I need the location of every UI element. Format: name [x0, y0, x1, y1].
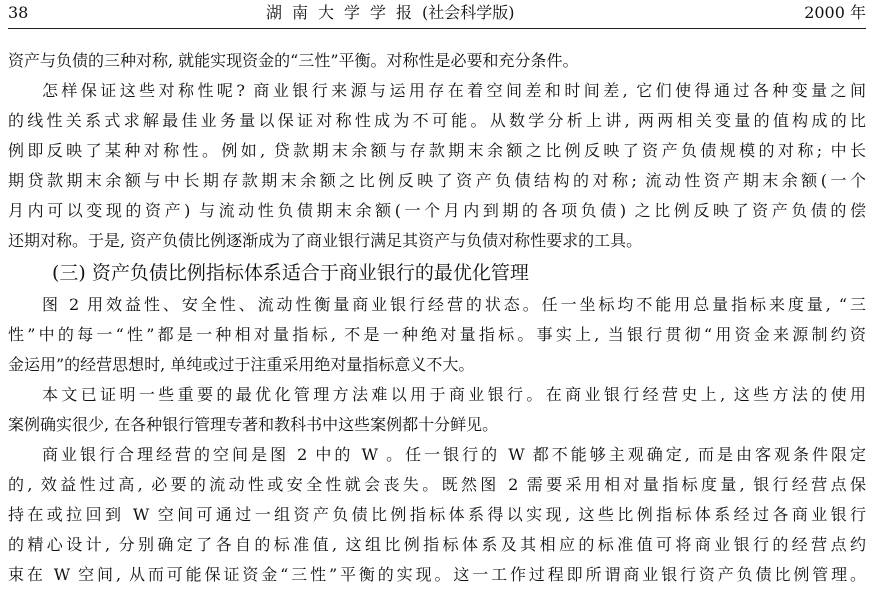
journal-title: [266, 2, 515, 24]
text-line: 商业银行合理经营的空间是图 2 中的 W 。任一银行的 W 都不能够主观确定, 而是由客观条件限定: [42, 445, 866, 464]
text-line: 期贷款期末余额与中长期存款期末余额之比例反映了资产负债结构的对称; 流动性资产期末余额(一个: [8, 171, 866, 190]
journal-subtitle: (社会科学版): [422, 3, 515, 22]
page-number: 38: [8, 3, 29, 22]
text-line: 资产与负债的三种对称, 就能实现资金的“三性”平衡。对称性是必要和充分条件。: [8, 51, 579, 70]
journal-name: 湖南大学学报: [266, 3, 423, 22]
publication-year: 2000 年: [804, 3, 866, 22]
text-line: 性”中的每一“性”都是一种相对量指标, 不是一种绝对量指标。事实上, 当银行贯彻“用资金来源制约资: [8, 325, 866, 344]
running-header: [8, 2, 866, 24]
text-line: 图 2 用效益性、安全性、流动性衡量商业银行经营的状态。任一坐标均不能用总量指标来度量, “三: [42, 295, 866, 314]
text-line: 月内可以变现的资产) 与流动性负债期末余额(一个月内到期的各项负债) 之比例反映了资产负债的偿: [8, 201, 866, 220]
text-line: 的精心设计, 分别确定了各自的标准值, 这组比例指标体系及其相应的标准值可将商业银行的经营点约: [8, 535, 866, 554]
article-body: [8, 46, 866, 590]
text-line: 的, 效益性过高, 必要的流动性或安全性就会丧失。既然图 2 需要采用相对量指标度量, 银行经营点保: [8, 475, 866, 494]
text-line: 金运用”的经营思想时, 单纯或过于注重采用绝对量指标意义不大。: [8, 355, 475, 374]
text-line: 案例确实很少, 在各种银行管理专著和教科书中这些案例都十分鲜见。: [8, 415, 499, 434]
text-line: 还期对称。于是, 资产负债比例逐渐成为了商业银行满足其资产与负债对称性要求的工具。: [8, 231, 643, 250]
section-heading: (三) 资产负债比例指标体系适合于商业银行的最优化管理: [52, 262, 529, 284]
text-line: 的线性关系式求解最佳业务量以保证对称性成为不可能。从数学分析上讲, 两两相关变量的值构成的比: [8, 111, 866, 130]
text-line: 束在 W 空间, 从而可能保证资金“三性”平衡的实现。这一工作过程即所谓商业银行资产负债比例管理。: [8, 565, 866, 584]
text-line: 怎样保证这些对称性呢? 商业银行来源与运用存在着空间差和时间差, 它们使得通过各种变量之间: [42, 81, 866, 100]
text-line: 本文已证明一些重要的最优化管理方法难以用于商业银行。在商业银行经营史上, 这些方法的使用: [42, 385, 866, 404]
text-line: 持在或拉回到 W 空间可通过一组资产负债比例指标体系得以实现, 这些比例指标体系经过各商业银行: [8, 505, 866, 524]
text-line: 例即反映了某种对称性。例如, 贷款期末余额与存款期末余额之比例反映了资产负债规模的对称; 中长: [8, 141, 866, 160]
header-rule: [8, 28, 866, 29]
